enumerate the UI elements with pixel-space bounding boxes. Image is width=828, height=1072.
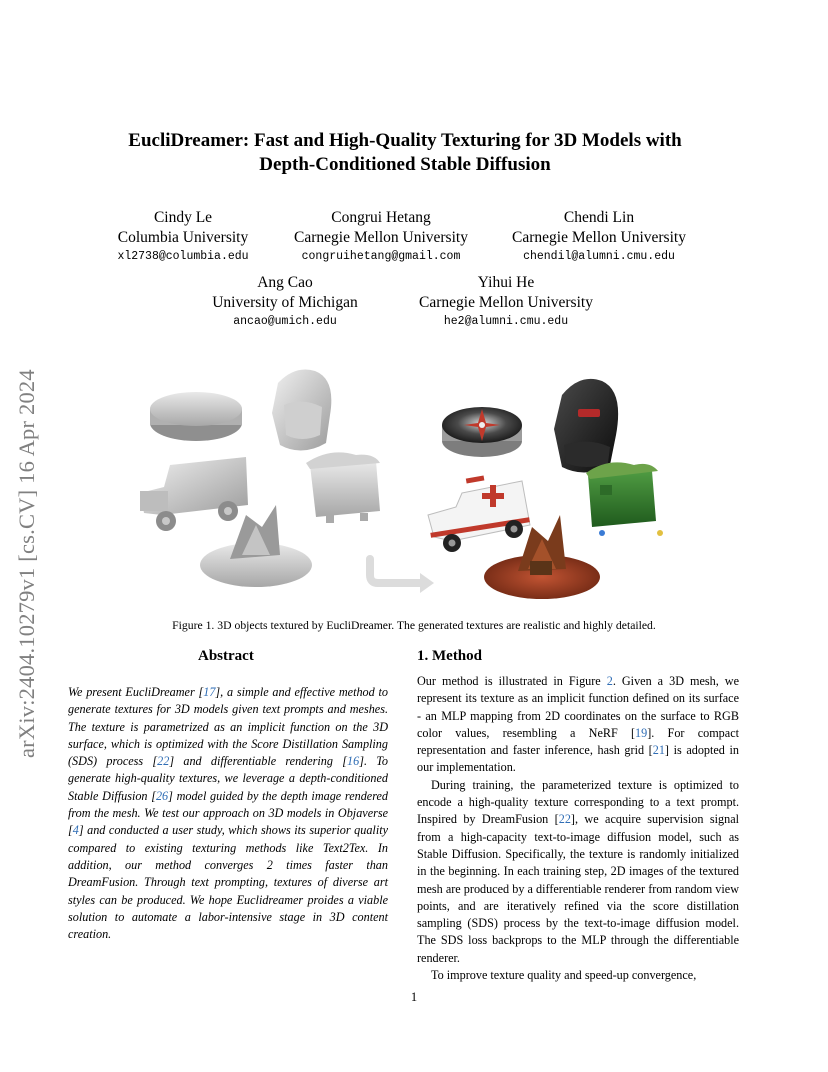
body-text: We present EucliDreamer [	[68, 685, 204, 699]
body-text: . Given a 3D mesh, we represent its texture as an implicit function defined on its surface - an MLP mapping from 2D coordinates on the surface to RGB color values, resembling a NeRF [	[417, 674, 739, 740]
textured-backpack	[554, 379, 618, 473]
author-email: ancao@umich.edu	[233, 315, 337, 328]
body-text: During training, the parameterized texture is optimized to encode a high-quality texture corresponding to a text prompt. Inspired by DreamFusion [	[417, 777, 739, 827]
body-text: ]. For compact representation and faster inference, hash grid [	[417, 725, 739, 758]
citation-link[interactable]: 22	[558, 812, 571, 827]
citation-link[interactable]: 19	[635, 725, 648, 740]
untextured-backpack	[272, 370, 331, 451]
figure-1-caption: Figure 1. 3D objects textured by EucliDreamer. The generated textures are realistic and highly detailed.	[172, 619, 656, 632]
citation-link[interactable]: 16	[347, 754, 360, 769]
arrow-icon	[370, 559, 434, 593]
author-block-1	[93, 208, 273, 267]
untextured-campfire	[200, 505, 312, 587]
body-text: To improve texture quality and speed-up convergence,	[431, 968, 697, 983]
textured-dumpster	[586, 462, 663, 536]
abstract-heading: Abstract	[198, 648, 254, 664]
body-text: ] and differentiable rendering [	[169, 754, 348, 769]
untextured-cookie-tin	[150, 392, 242, 441]
method-paragraph	[417, 967, 739, 984]
author-affiliation: Carnegie Mellon University	[419, 293, 593, 311]
textured-compass	[442, 407, 522, 457]
citation-link[interactable]: 26	[155, 788, 169, 803]
author-affiliation: Carnegie Mellon University	[294, 228, 468, 246]
method-heading: 1. Method	[417, 648, 482, 664]
citation-link[interactable]: 22	[157, 754, 170, 769]
author-email: chendil@alumni.cmu.edu	[523, 250, 675, 263]
paper-title-line-1: EucliDreamer: Fast and High-Quality Texturing for 3D Models with	[128, 130, 682, 151]
figure-1-textured-objects	[130, 365, 730, 605]
abstract-text	[68, 684, 388, 943]
body-text: ], we acquire supervision signal from a high-capacity text-to-image diffusion model, such as Stable Diffusion. Specifically, the texture is randomly initialized in the beginning. In each training step, 2D images of the textured mesh are produced by a differentiable renderer from random view points, and are iteratively refined via the score distillation sampling (SDS) process by the text-to-image diffusion model. The SDS loss backprops to the MLP through the differentiable renderer.	[417, 812, 740, 965]
citation-link[interactable]: 2	[606, 674, 613, 688]
body-text: ] is adopted in our implementation.	[417, 743, 739, 775]
author-name: Chendi Lin	[563, 209, 635, 226]
author-affiliation: University of Michigan	[212, 293, 358, 311]
untextured-dumpster	[306, 452, 380, 523]
author-name: Congrui Hetang	[331, 209, 431, 226]
citation-link[interactable]: 21	[652, 743, 665, 758]
body-text: ] and conducted a user study, which shows its superior quality compared to existing texturing methods like Text2Tex. In addition, our method converges 2 times faster than DreamFusion. Through text prompting, textures of diverse art styles can be produced. We hope Euclidreamer proides a viable solution to automate a labor-intensive stage in 3D content creation.	[68, 823, 388, 942]
author-name: Ang Cao	[257, 274, 313, 291]
citation-link[interactable]: 17	[203, 685, 216, 699]
body-text: ] model guided by the depth image rendered from the mesh. We test our approach on 3D models in Objaverse [	[68, 788, 388, 838]
method-paragraph	[417, 777, 739, 967]
author-name: Cindy Le	[153, 209, 213, 226]
author-affiliation: Carnegie Mellon University	[512, 228, 686, 246]
author-block-5	[405, 273, 607, 332]
author-email: congruihetang@gmail.com	[301, 250, 461, 263]
author-affiliation: Columbia University	[117, 228, 249, 246]
page-number: 1	[410, 990, 418, 1004]
method-paragraph	[417, 673, 739, 777]
paper-title-line-2: Depth-Conditioned Stable Diffusion	[259, 154, 551, 175]
author-block-3	[498, 208, 700, 267]
author-email: he2@alumni.cmu.edu	[443, 315, 569, 328]
body-text: ]. To generate high-quality textures, we leverage a depth-conditioned Stable Diffusion [	[68, 754, 389, 803]
author-email: xl2738@columbia.edu	[117, 250, 249, 263]
author-block-2	[280, 208, 482, 267]
untextured-truck	[140, 457, 248, 531]
body-text: ], a simple and effective method to generate textures for 3D models given text prompts and meshes. The texture is parametrized as an implicit function on the 3D surface, which is optimized with the Score Distillation Sampling (SDS) process [	[68, 685, 388, 769]
body-text: Our method is illustrated in Figure	[417, 674, 607, 688]
citation-link[interactable]: 4	[72, 823, 79, 838]
author-block-4	[192, 273, 378, 332]
arxiv-identifier-stamp: arXiv:2404.10279v1 [cs.CV] 16 Apr 2024	[14, 369, 39, 758]
method-text	[417, 673, 739, 984]
textured-ambulance	[428, 475, 530, 552]
author-name: Yihui He	[477, 274, 535, 291]
